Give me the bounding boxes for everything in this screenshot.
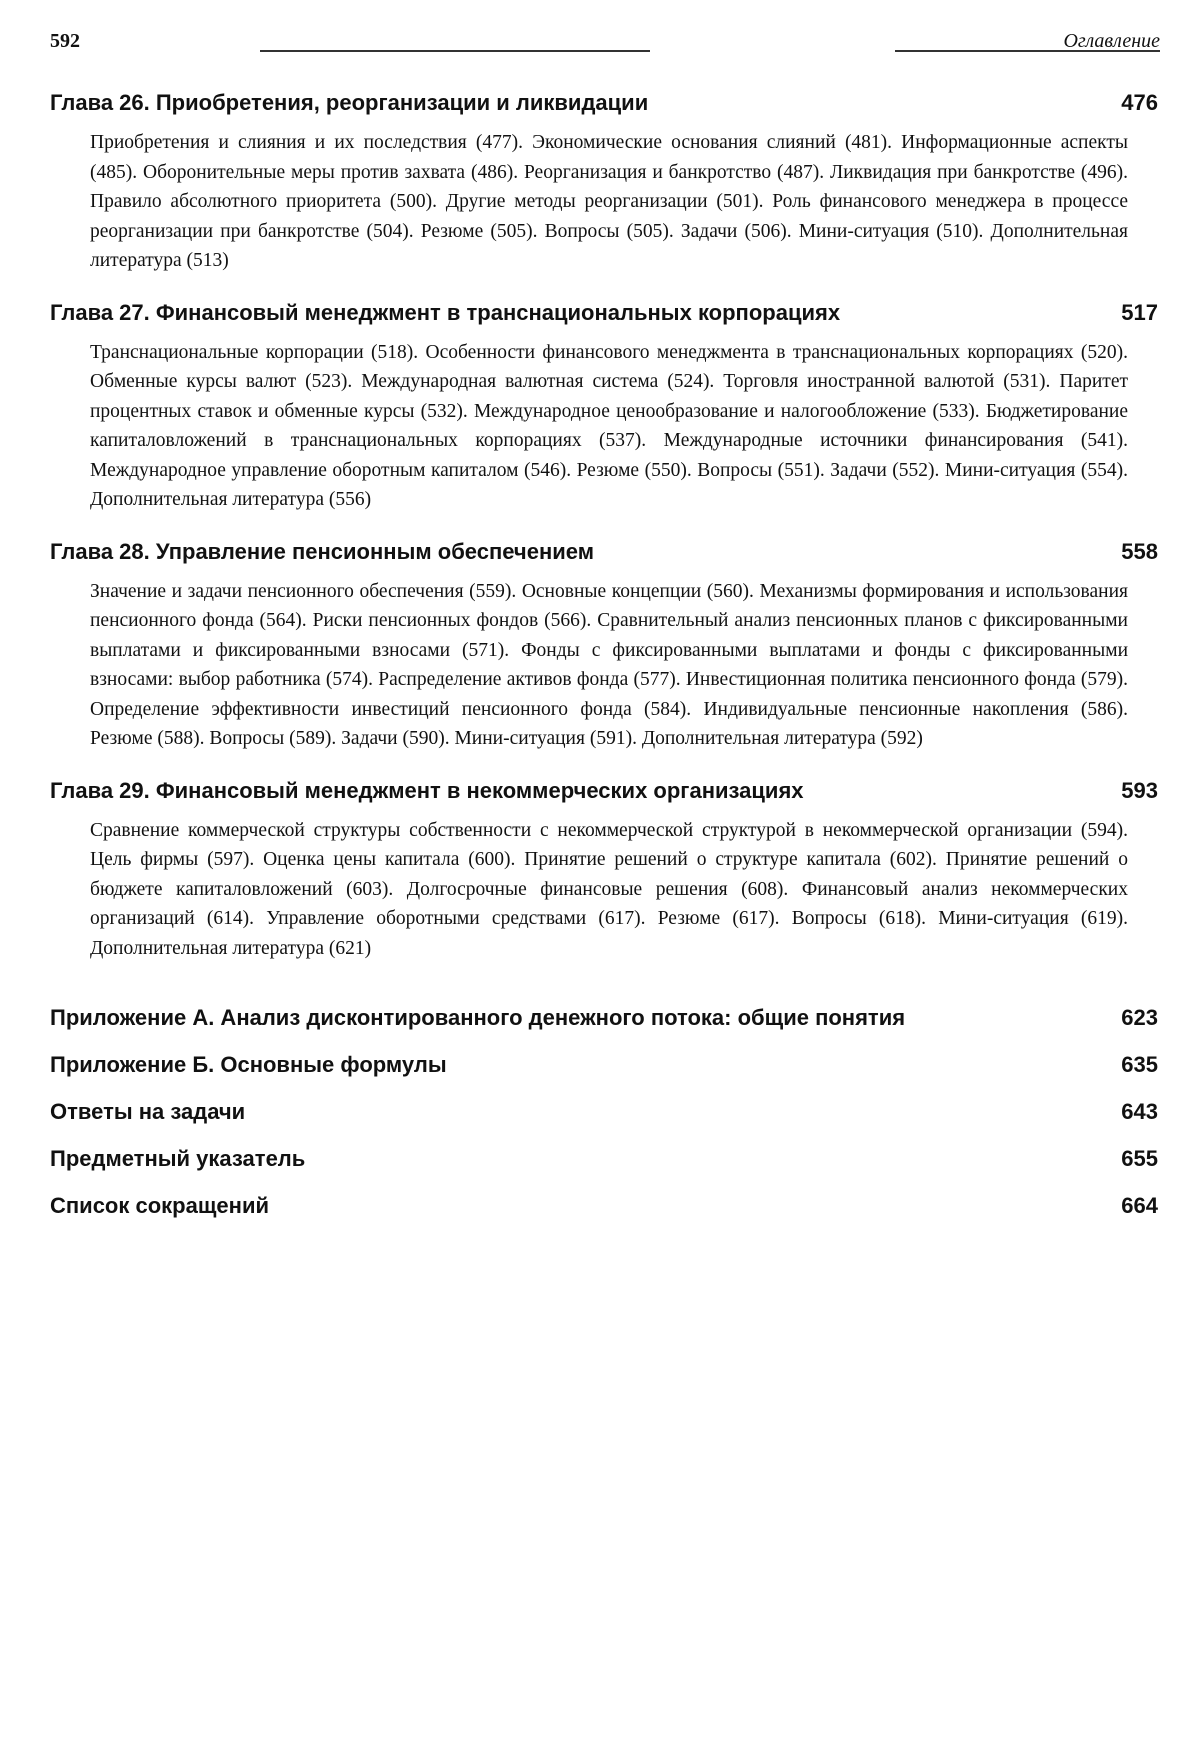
- appendix-title: Приложение Б. Основные формулы: [50, 1052, 447, 1077]
- abbreviations-page-number: 664: [1121, 1193, 1158, 1218]
- chapter-title: Глава 27. Финансовый менеджмент в транснациональных корпорациях: [50, 299, 841, 325]
- toc-appendix-line[interactable]: [50, 1050, 1158, 1080]
- answers-title: Ответы на задачи: [50, 1099, 246, 1124]
- chapter-page-number: 517: [1121, 299, 1158, 325]
- chapter-title: Глава 28. Управление пенсионным обеспечением: [50, 538, 594, 564]
- answers-page-number: 643: [1121, 1099, 1158, 1124]
- toc-chapter: [50, 298, 1158, 515]
- toc-chapter: [50, 776, 1158, 964]
- chapter-description: Приобретения и слияния и их последствия (477). Экономические основания слияний (481). Информационные аспекты (485). Оборонительные меры против захвата (486). Реорганизация и банкротство (487). Ликвидация при банкротстве (496). Правило абсолютного приоритета (500). Другие методы реорганизации (501). Роль финансового менеджера в процессе реорганизации при банкротстве (504). Резюме (505). Вопросы (505). Задачи (506). Мини-ситуация (510). Дополнительная литература (513): [90, 132, 1128, 271]
- appendix-page-number: 635: [1121, 1052, 1158, 1077]
- toc-abbreviations-line[interactable]: [50, 1191, 1158, 1221]
- page-number: 592: [50, 30, 80, 52]
- header-rule-left: [260, 50, 650, 52]
- chapter-page-number: 476: [1121, 90, 1158, 115]
- toc-index-line[interactable]: [50, 1144, 1158, 1174]
- running-section-title: Оглавление: [1063, 30, 1160, 52]
- chapter-description: Транснациональные корпорации (518). Особенности финансового менеджмента в транснациональных корпорациях (520). Обменные курсы валют (523). Международная валютная система (524). Торговля иностранной валютой (531). Паритет процентных ставок и обменные курсы (532). Международное ценообразование и налогообложение (533). Бюджетирование капиталовложений в транснациональных корпорациях (537). Международные источники финансирования (541). Международное управление оборотным капиталом (546). Резюме (550). Вопросы (551). Задачи (552). Мини-ситуация (554). Дополнительная литература (556): [90, 341, 1128, 510]
- table-of-contents: [50, 88, 1158, 1238]
- toc-back-matter: [50, 1003, 1158, 1221]
- chapter-title: Глава 29. Финансовый менеджмент в некоммерческих организациях: [50, 777, 804, 803]
- chapter-page-number: 558: [1121, 538, 1158, 564]
- toc-chapter-line[interactable]: [50, 298, 1158, 328]
- index-title: Предметный указатель: [50, 1146, 306, 1171]
- abbreviations-title: Список сокращений: [50, 1193, 269, 1218]
- toc-appendix-line[interactable]: [50, 1003, 1158, 1033]
- appendix-title: Приложение А. Анализ дисконтированного денежного потока: общие понятия: [50, 1005, 906, 1030]
- running-head: [50, 26, 1160, 66]
- toc-answers-line[interactable]: [50, 1097, 1158, 1127]
- toc-chapter: [50, 537, 1158, 754]
- toc-chapter-line[interactable]: [50, 88, 1158, 118]
- appendix-page-number: 623: [1121, 1005, 1158, 1030]
- toc-chapter-line[interactable]: [50, 537, 1158, 567]
- chapter-page-number: 593: [1121, 777, 1158, 803]
- chapter-title: Глава 26. Приобретения, реорганизации и ликвидации: [50, 90, 649, 115]
- toc-chapter-line[interactable]: [50, 776, 1158, 806]
- toc-chapter: [50, 88, 1158, 276]
- chapter-description: Значение и задачи пенсионного обеспечения (559). Основные концепции (560). Механизмы формирования и использования пенсионного фонда (564). Риски пенсионных фондов (566). Сравнительный анализ пенсионных планов с фиксированными выплатами и фиксированными взносами (571). Фонды с фиксированными выплатами и фонды с фиксированными взносами: выбор работника (574). Распределение активов фонда (577). Инвестиционная политика пенсионного фонда (579). Определение эффективности инвестиций пенсионного фонда (584). Индивидуальные пенсионные накопления (586). Резюме (588). Вопросы (589). Задачи (590). Мини-ситуация (591). Дополнительная литература (592): [90, 580, 1128, 749]
- index-page-number: 655: [1121, 1146, 1158, 1171]
- chapter-description: Сравнение коммерческой структуры собственности с некоммерческой структурой в некоммерческой организации (594). Цель фирмы (597). Оценка цены капитала (600). Принятие решений о структуре капитала (602). Принятие решений о бюджете капиталовложений (603). Долгосрочные финансовые решения (608). Финансовый анализ некоммерческих организаций (614). Управление оборотными средствами (617). Резюме (617). Вопросы (618). Мини-ситуация (619). Дополнительная литература (621): [90, 819, 1128, 959]
